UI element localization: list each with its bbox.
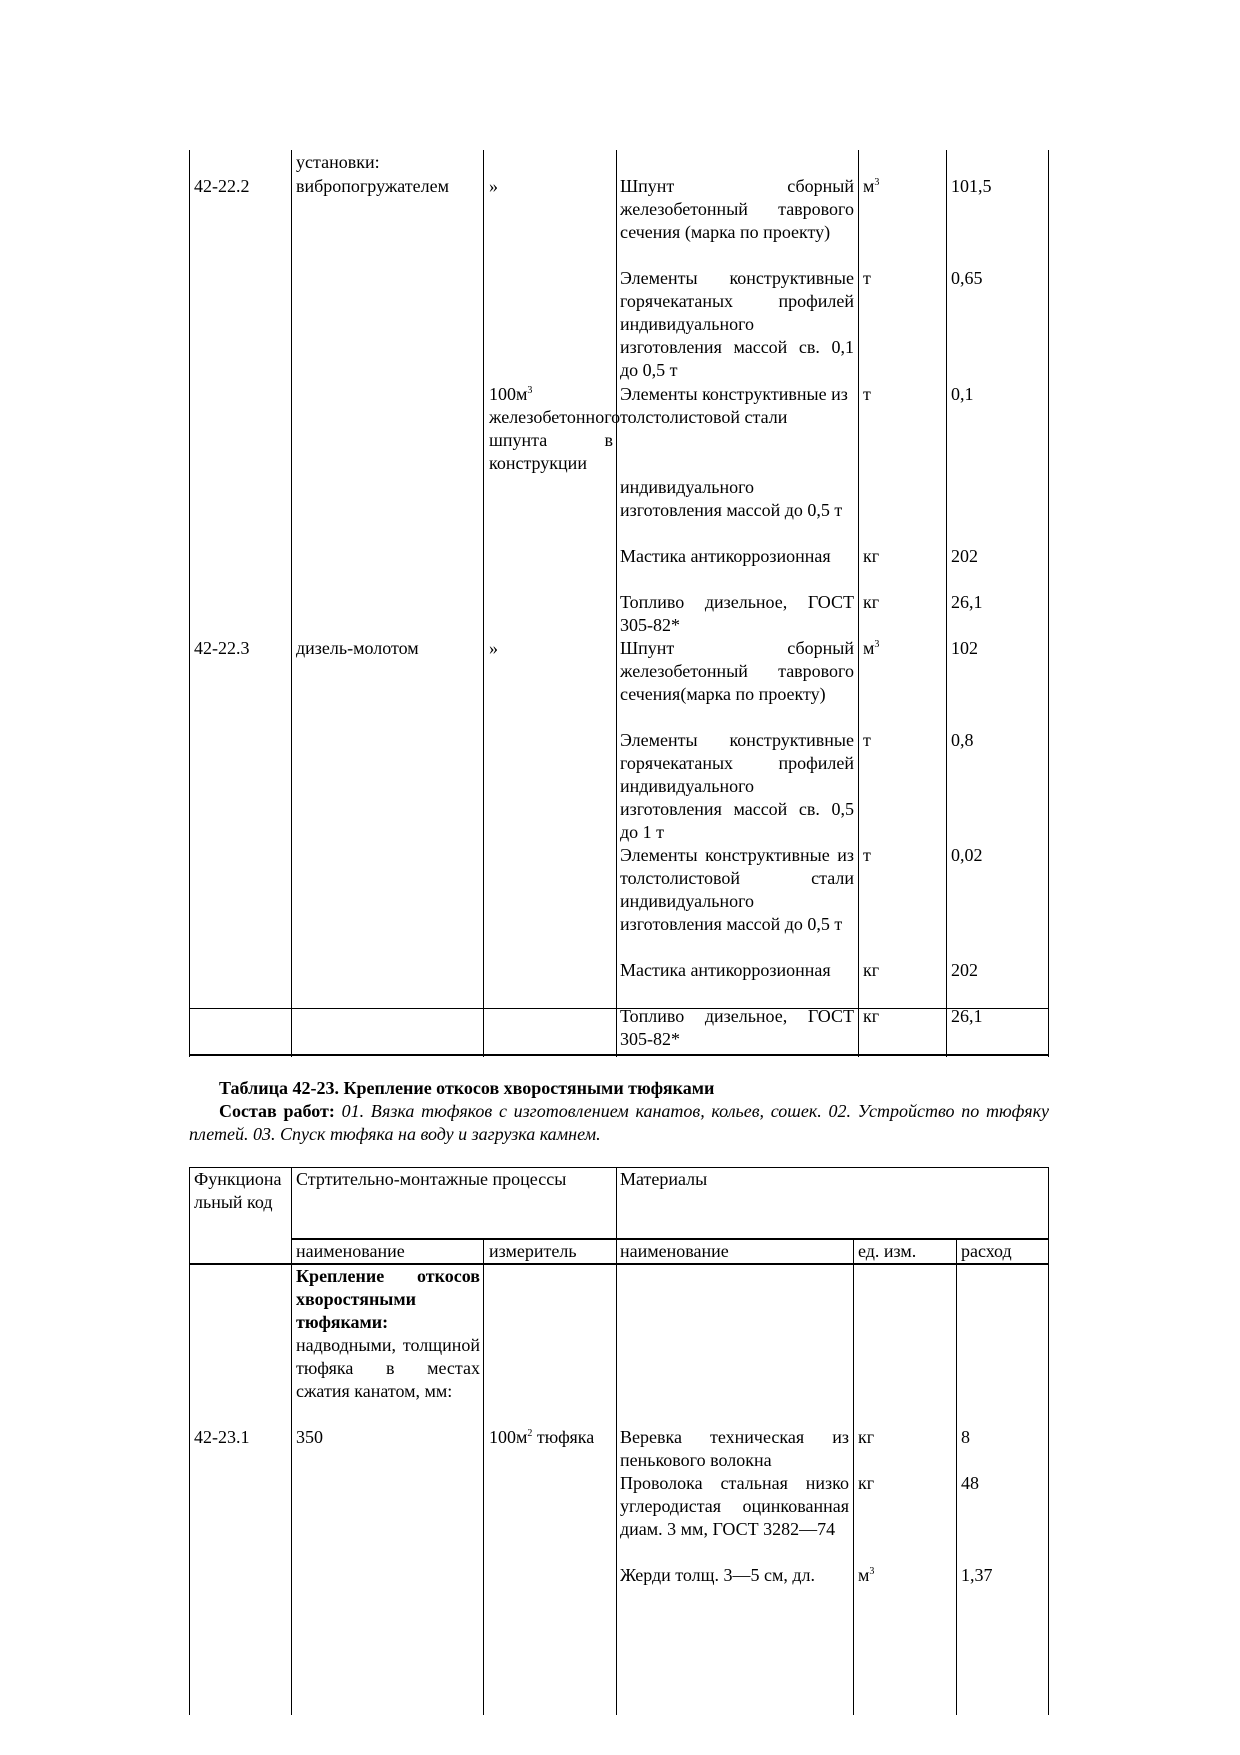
- material-name: Мастика антикоррозионная: [620, 546, 831, 566]
- material-name: Шпунт сборный железобетонный таврового сечения (марка по проекту): [620, 176, 854, 242]
- group-title: Крепление откосов хворостяными тюфяками:: [296, 1266, 480, 1332]
- material-name: Мастика антикоррозионная: [620, 960, 831, 980]
- bottom-table-divider: [291, 1167, 292, 1715]
- material-name: Шпунт сборный железобетонный таврового сечения(марка по проекту): [620, 638, 854, 704]
- material-name: Веревка техническая из пенькового волокна: [620, 1427, 849, 1470]
- consumption: 26,1: [951, 1006, 983, 1026]
- top-table-divider: [946, 150, 947, 1057]
- measure-unit: »: [489, 638, 498, 658]
- consumption: 0,8: [951, 730, 974, 750]
- material-name: Топливо дизельное, ГОСТ 305-82*: [620, 592, 854, 635]
- header-amount: расход: [961, 1241, 1012, 1261]
- consumption: 0,02: [951, 845, 983, 865]
- top-table-border-right: [1048, 150, 1049, 1057]
- top-table-divider: [291, 150, 292, 1057]
- work-composition: Состав работ: 01. Вязка тюфяков с изготовлением канатов, кольев, сошек. 02. Устройство по тюфяку плетей. 03. Спуск тюфяка на воду и загрузка камнем.: [189, 1101, 1049, 1144]
- unit-of-measure: кг: [863, 960, 880, 980]
- bottom-table-divider: [616, 1167, 617, 1715]
- top-table-border-left: [189, 150, 190, 1057]
- unit-of-measure: $м^3$: [863, 176, 880, 196]
- material-name: Элементы конструктивные из толстолистовой стали индивидуального изготовления массой до 0,5 т: [620, 845, 854, 934]
- unit-of-measure: кг: [858, 1473, 875, 1493]
- table-cell: установки:: [296, 152, 380, 172]
- top-table-divider: [858, 150, 859, 1057]
- unit-of-measure: кг: [858, 1427, 875, 1447]
- header-material-name: наименование: [620, 1241, 729, 1261]
- function-code: 42-23.1: [194, 1427, 250, 1447]
- table-title: Таблица 42-23. Крепление откосов хворостяными тюфяками: [219, 1078, 715, 1098]
- bottom-table-divider: [956, 1239, 957, 1715]
- consumption: 8: [961, 1427, 970, 1447]
- material-name: Элементы конструктивные из толстолистовой стали: [620, 384, 848, 427]
- unit-of-measure: т: [863, 845, 871, 865]
- consumption: 48: [961, 1473, 979, 1493]
- consumption: 0,1: [951, 384, 974, 404]
- top-table-divider: [483, 150, 484, 1057]
- consumption: 0,65: [951, 268, 983, 288]
- bottom-table-border-left: [189, 1167, 190, 1715]
- measure-unit: $100м^2$ тюфяка: [489, 1427, 595, 1447]
- material-name: Топливо дизельное, ГОСТ 305-82*: [620, 1006, 854, 1049]
- material-name: Элементы конструктивные горячекатаных профилей индивидуального изготовления массой св. 0,5 до 1 т: [620, 730, 854, 842]
- bottom-table-divider: [853, 1239, 854, 1715]
- material-name: Жерди толщ. 3—5 см, дл.: [620, 1565, 816, 1585]
- header-function-code: Функциональный код: [194, 1169, 282, 1212]
- header-processes: Стртительно-монтажные процессы: [296, 1169, 567, 1189]
- measure-unit: »: [489, 176, 498, 196]
- unit-of-measure: $м^3$: [863, 638, 880, 658]
- header-uom: ед. изм.: [858, 1241, 917, 1261]
- unit-of-measure: кг: [863, 592, 880, 612]
- process-name: вибропогружателем: [296, 176, 450, 196]
- process-name: 350: [296, 1427, 323, 1447]
- consumption: 101,5: [951, 176, 992, 196]
- header-name: наименование: [296, 1241, 405, 1261]
- consumption: 202: [951, 546, 978, 566]
- header-measure: измеритель: [489, 1241, 577, 1261]
- process-name: дизель-молотом: [296, 638, 419, 658]
- top-table-border-bottom: [189, 1054, 1049, 1056]
- unit-of-measure: кг: [863, 1006, 880, 1026]
- group-subtitle: надводными, толщиной тюфяка в местах сжатия канатом, мм:: [296, 1335, 480, 1401]
- consumption: 1,37: [961, 1565, 993, 1585]
- unit-of-measure: т: [863, 268, 871, 288]
- unit-of-measure: кг: [863, 546, 880, 566]
- consumption: 102: [951, 638, 978, 658]
- function-code: 42-22.2: [194, 176, 250, 196]
- measure-unit: $100м^3$ железобетонного шпунта в конструкции: [489, 384, 621, 473]
- function-code: 42-22.3: [194, 638, 250, 658]
- material-name: Проволока стальная низко углеродистая оцинкованная диам. 3 мм, ГОСТ 3282—74: [620, 1473, 849, 1539]
- header-materials: Материалы: [620, 1169, 708, 1189]
- unit-of-measure: т: [863, 384, 871, 404]
- bottom-table-border-right: [1048, 1167, 1049, 1715]
- consumption: 202: [951, 960, 978, 980]
- material-name: индивидуального изготовления массой до 0,5 т: [620, 477, 843, 520]
- unit-of-measure: $м^3$: [858, 1565, 875, 1585]
- top-table-divider: [616, 150, 617, 1057]
- bottom-table-divider: [483, 1239, 484, 1715]
- top-table-row-line: [189, 1008, 1049, 1009]
- consumption: 26,1: [951, 592, 983, 612]
- material-name: Элементы конструктивные горячекатаных профилей индивидуального изготовления массой св. 0,1 до 0,5 т: [620, 268, 854, 380]
- unit-of-measure: т: [863, 730, 871, 750]
